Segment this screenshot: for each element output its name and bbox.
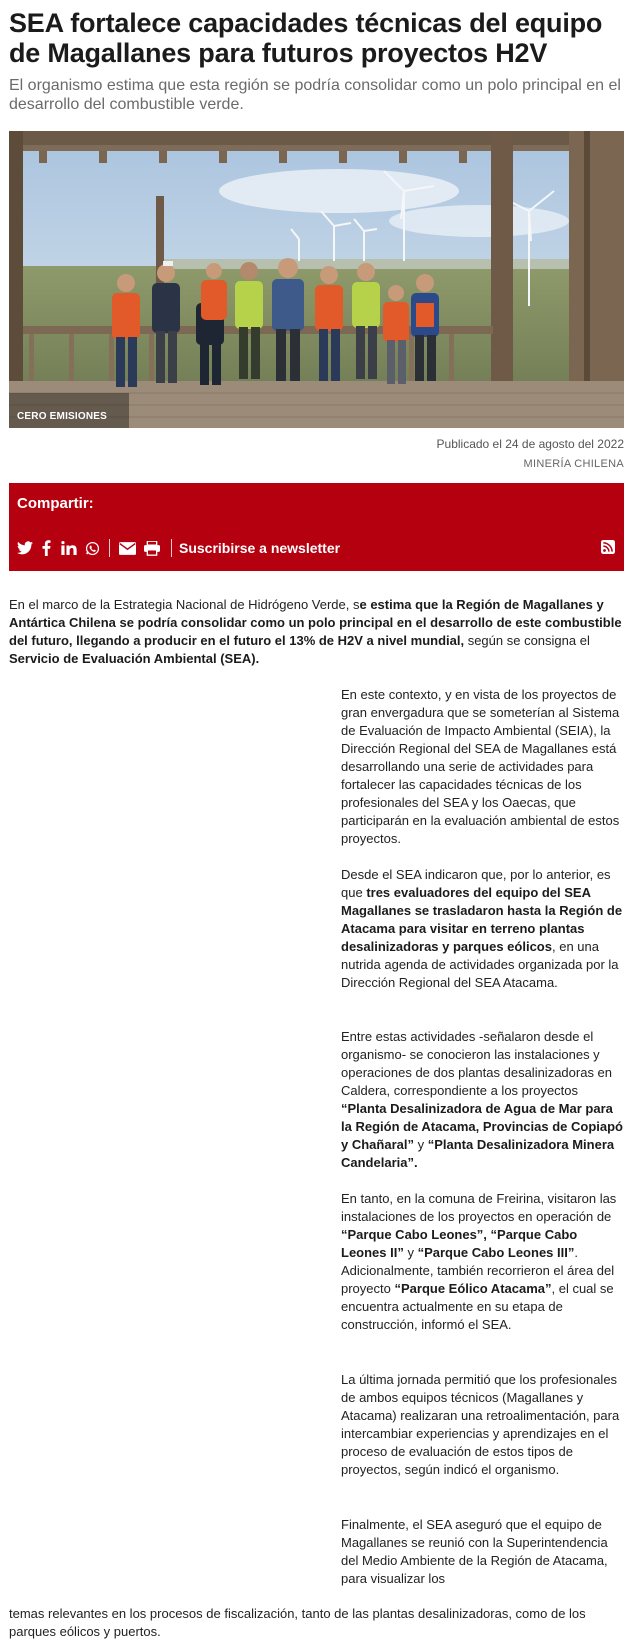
publish-date: Publicado el 24 de agosto del 2022 [436, 437, 624, 451]
paragraph-text: y [413, 1137, 428, 1152]
body-paragraph: La última jornada permitió que los profesionales de ambos equipos técnicos (Magallanes y Atacama) realizaran una retroalimentación, para intercambiar experiencias y aprendizajes en el proceso de evaluación de estos tipos de proyectos, según indicó el organismo. [341, 1372, 620, 1477]
article-subtitle: El organismo estima que esta región se podría consolidar como un polo principal en el desarrollo del combustible verde. [9, 77, 621, 113]
share-bar [9, 483, 624, 571]
body-paragraph [341, 1190, 625, 1334]
body-paragraph: En este contexto, y en vista de los proyectos de gran envergadura que se someterían al Sistema de Evaluación de Impacto Ambiental (SEIA), la Dirección Regional del SEA de Magallanes está desarrollando una serie de actividades para fortalecer las capacidades técnicas de los profesionales del SEA y los Oaecas, que participarán en la evaluación ambiental de estos proyectos. [341, 687, 620, 846]
newsletter-link[interactable]: Suscribirse a newsletter [179, 540, 341, 556]
lead-text: según se consigna el [464, 633, 590, 648]
source-label: MINERÍA CHILENA [523, 458, 624, 470]
body-paragraph [341, 1028, 625, 1172]
email-icon[interactable] [117, 539, 137, 557]
article-title: SEA fortalece capacidades técnicas del equipo de Magallanes para futuros proyectos H2V [9, 8, 603, 68]
paragraph-text: Desde el SEA indicaron que, por lo anterior, es que [341, 867, 611, 900]
lead-source: Servicio de Evaluación Ambiental (SEA). [9, 651, 260, 666]
paragraph-text: , el cual se encuentra actualmente en su etapa de construcción, informó el SEA. [341, 1281, 614, 1332]
paragraph-text: Entre estas actividades -señalaron desde el organismo- se conocieron las instalaciones y operaciones de dos plantas desalinizadoras en Caldera, correspondiente a los proyectos [341, 1029, 613, 1098]
paragraph-text: , en una nutrida agenda de actividades organizada por la Dirección Regional del SEA Atacama. [341, 939, 619, 990]
paragraph-text: En tanto, en la comuna de Freirina, visitaron las instalaciones de los proyectos en operación de [341, 1191, 617, 1224]
print-icon[interactable] [142, 539, 162, 557]
paragraph-emphasis: “Planta Desalinizadora de Agua de Mar para la Región de Atacama, Provincias de Copiapó y Chañaral” [341, 1101, 623, 1152]
body-paragraph-continued: temas relevantes en los procesos de fiscalización, tanto de las plantas desalinizadoras, como de los parques eólicos y puertos. [9, 1606, 586, 1639]
paragraph-text: y [403, 1245, 418, 1260]
paragraph-emphasis: “Planta Desalinizadora Minera Candelaria”. [341, 1137, 615, 1170]
lead-emphasis: e estima que la Región de Magallanes y Antártica Chilena se podría consolidar como un polo principal en el desarrollo de este combustible del futuro, llegando a producir en el futuro el 13% de H2V a nivel mundial, [9, 597, 622, 648]
share-divider [171, 539, 172, 557]
paragraph-emphasis: tres evaluadores del equipo del SEA Magallanes se trasladaron hasta la Región de Atacama para visitar en terreno plantas desalinizadoras y parques eólicos [341, 885, 623, 954]
photo-illustration [9, 131, 624, 428]
lead-paragraph [9, 596, 624, 668]
paragraph-emphasis: “Parque Cabo Leones”, “Parque Cabo Leones II” [341, 1227, 578, 1260]
body-paragraph [341, 866, 625, 992]
paragraph-emphasis: “Parque Cabo Leones III” [417, 1245, 575, 1260]
article-photo [9, 131, 624, 428]
paragraph-emphasis: “Parque Eólico Atacama” [394, 1281, 552, 1296]
share-actions [17, 538, 340, 558]
share-label: Compartir: [17, 495, 94, 512]
rss-icon[interactable] [601, 540, 615, 559]
whatsapp-icon[interactable] [84, 539, 100, 557]
photo-caption: CERO EMISIONES [17, 411, 108, 422]
paragraph-text: . Adicionalmente, también recorrieron el área del proyecto [341, 1245, 615, 1296]
lead-text: En el marco de la Estrategia Nacional de Hidrógeno Verde, s [9, 597, 360, 612]
share-divider [109, 539, 110, 557]
facebook-icon[interactable] [38, 539, 54, 557]
twitter-icon[interactable] [17, 539, 33, 557]
body-paragraph: Finalmente, el SEA aseguró que el equipo de Magallanes se reunió con la Superintendencia del Medio Ambiente de la Región de Atacama, para visualizar los [341, 1517, 608, 1586]
linkedin-icon[interactable] [59, 539, 79, 557]
